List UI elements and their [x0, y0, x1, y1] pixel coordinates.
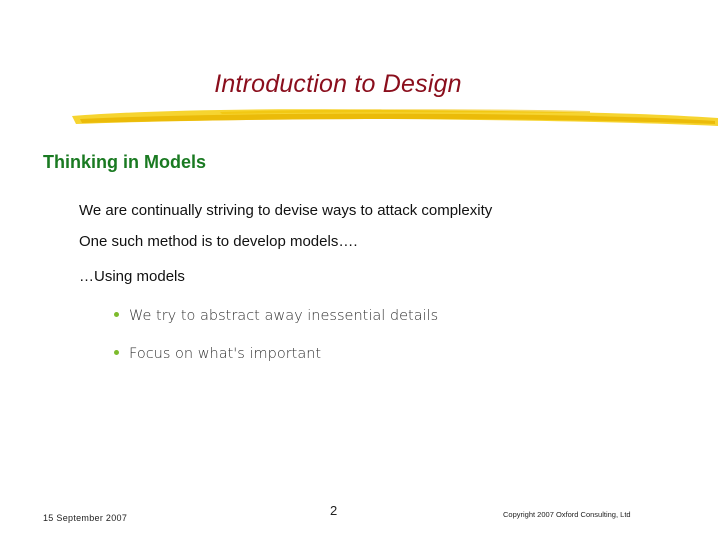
page-number: 2	[330, 503, 338, 518]
title-underline-brush	[70, 100, 720, 134]
bullet-text: Focus on what's important	[129, 346, 322, 362]
slide-title: Introduction to Design	[214, 70, 462, 98]
bullet-dot-icon	[114, 350, 119, 355]
footer-date: 15 September 2007	[43, 513, 128, 523]
body-paragraph: One such method is to develop models….	[79, 233, 358, 250]
section-heading: Thinking in Models	[43, 152, 206, 172]
body-paragraph: …Using models	[79, 268, 185, 285]
bullet-item	[114, 308, 438, 324]
bullet-dot-icon	[114, 312, 119, 317]
bullet-item	[114, 346, 321, 362]
footer-copyright: Copyright 2007 Oxford Consulting, Ltd	[503, 510, 631, 519]
bullet-text: We try to abstract away inessential details	[129, 308, 439, 324]
body-paragraph: We are continually striving to devise ways to attack complexity	[79, 202, 493, 219]
